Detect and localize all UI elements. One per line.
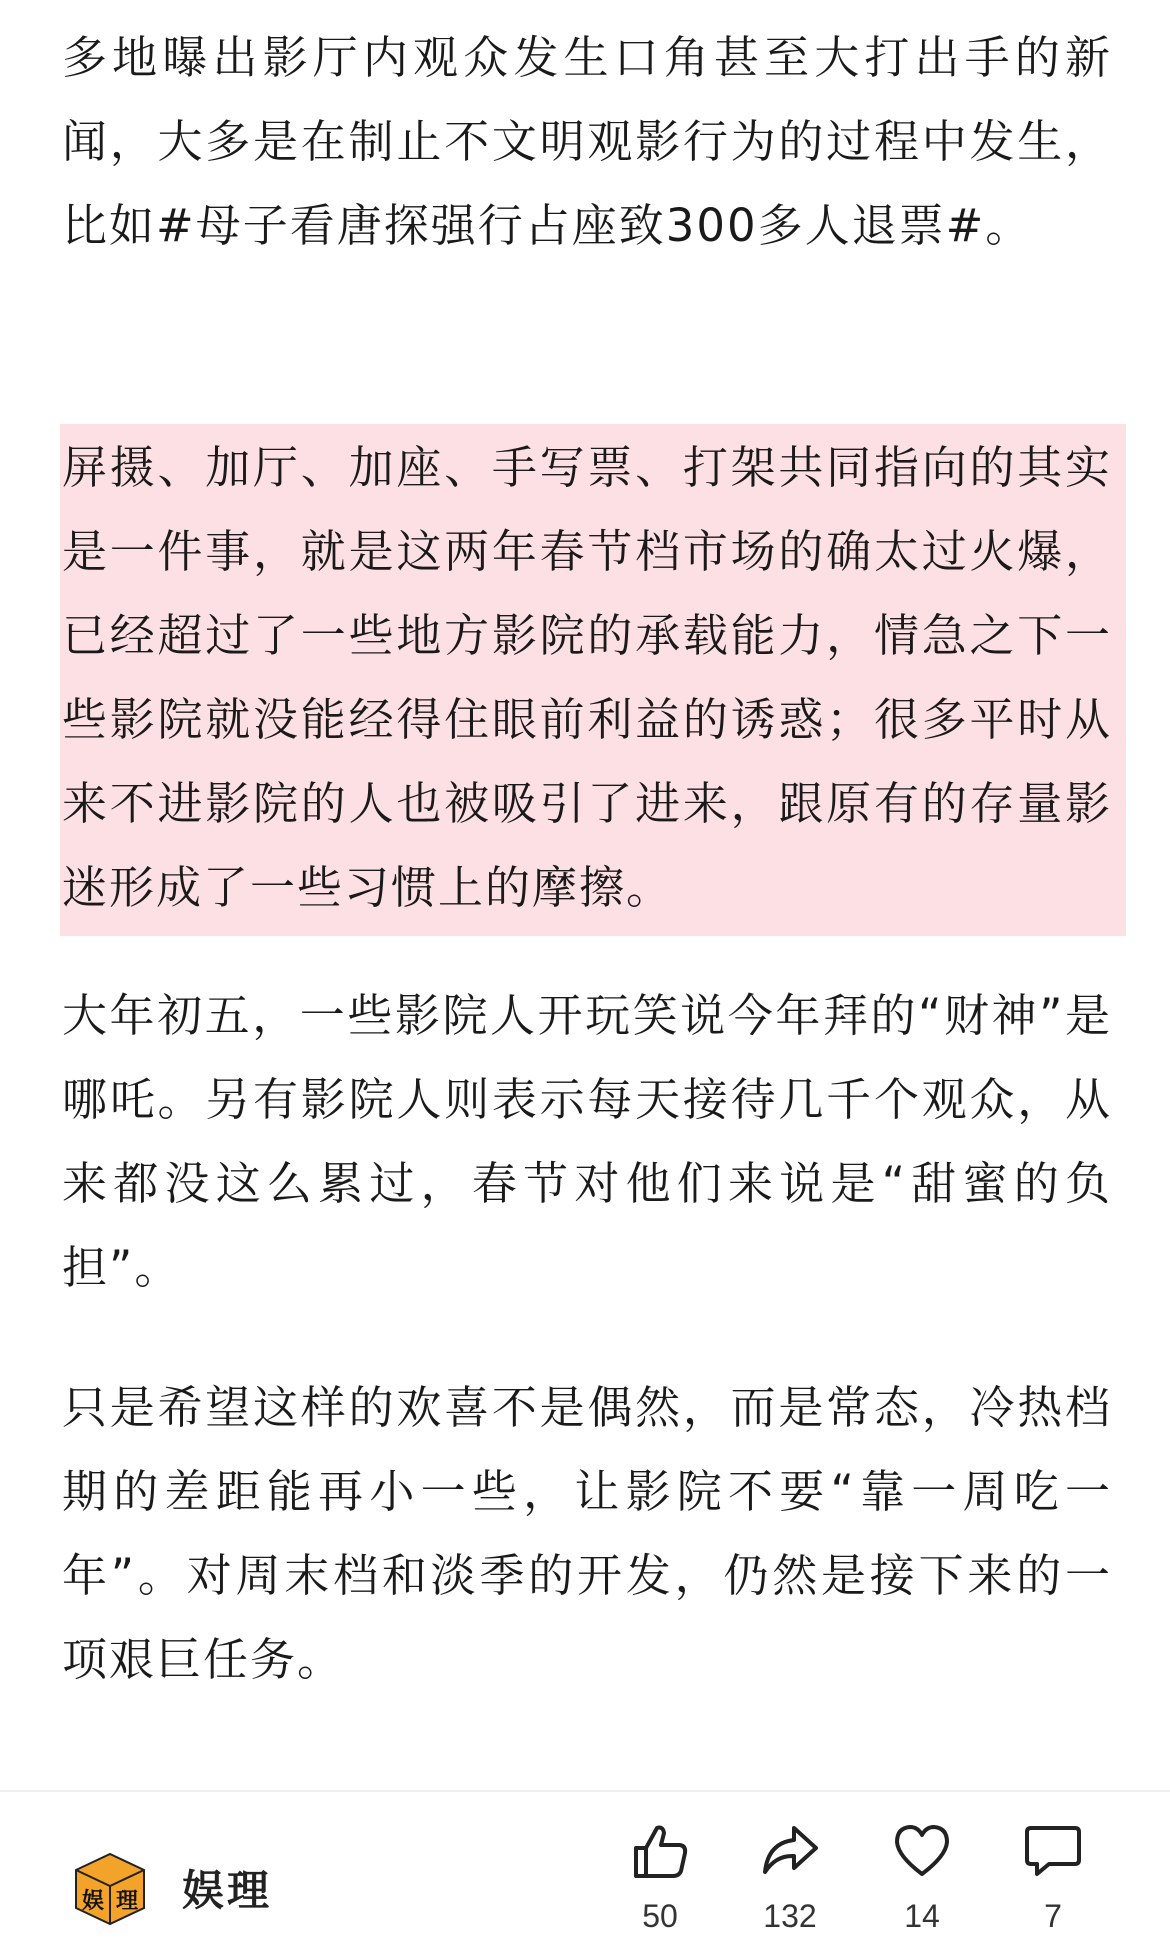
share-button[interactable] [730,1822,850,1952]
comment-count: 7 [1044,1898,1062,1934]
share-icon [760,1822,820,1880]
heart-icon [892,1822,952,1880]
article-paragraph-highlighted: 屏摄、加厅、加座、手写票、打架共同指向的其实是一件事，就是这两年春节档市场的确太过火爆，已经超过了一些地方影院的承载能力，情急之下一些影院就没能经得住眼前利益的诱惑；很多平时从来不进影院的人也被吸引了进来，跟原有的存量影迷形成了一些习惯上的摩擦。 [62,441,1112,914]
thumbs-up-icon [630,1822,690,1880]
article-paragraph-1: 多地曝出影厅内观众发生口角甚至大打出手的新闻，大多是在制止不文明观影行为的过程中发生，比如#母子看唐探强行占座致300多人退票#。 [62,31,1112,252]
favorite-count: 14 [904,1898,940,1934]
favorite-button[interactable] [862,1822,982,1952]
comment-icon [1023,1822,1083,1880]
author-logo[interactable] [72,1850,148,1926]
share-count: 132 [763,1898,817,1934]
author-name[interactable]: 娱理 [182,1866,273,1915]
like-button[interactable] [600,1822,720,1952]
article-paragraph-4: 只是希望这样的欢喜不是偶然，而是常态，冷热档期的差距能再小一些，让影院不要“靠一周吃一年”。对周末档和淡季的开发，仍然是接下来的一项艰巨任务。 [62,1381,1112,1686]
author-block[interactable] [72,1850,272,1926]
article-footer-bar [0,1790,1170,1959]
author-logo-char-1: 娱 [81,1889,105,1914]
comment-button[interactable] [993,1822,1113,1952]
article-paragraph-3: 大年初五，一些影院人开玩笑说今年拜的“财神”是哪吒。另有影院人则表示每天接待几千个观众，从来都没这么累过，春节对他们来说是“甜蜜的负担”。 [62,989,1112,1294]
author-logo-char-2: 理 [115,1889,139,1914]
like-count: 50 [642,1898,678,1934]
